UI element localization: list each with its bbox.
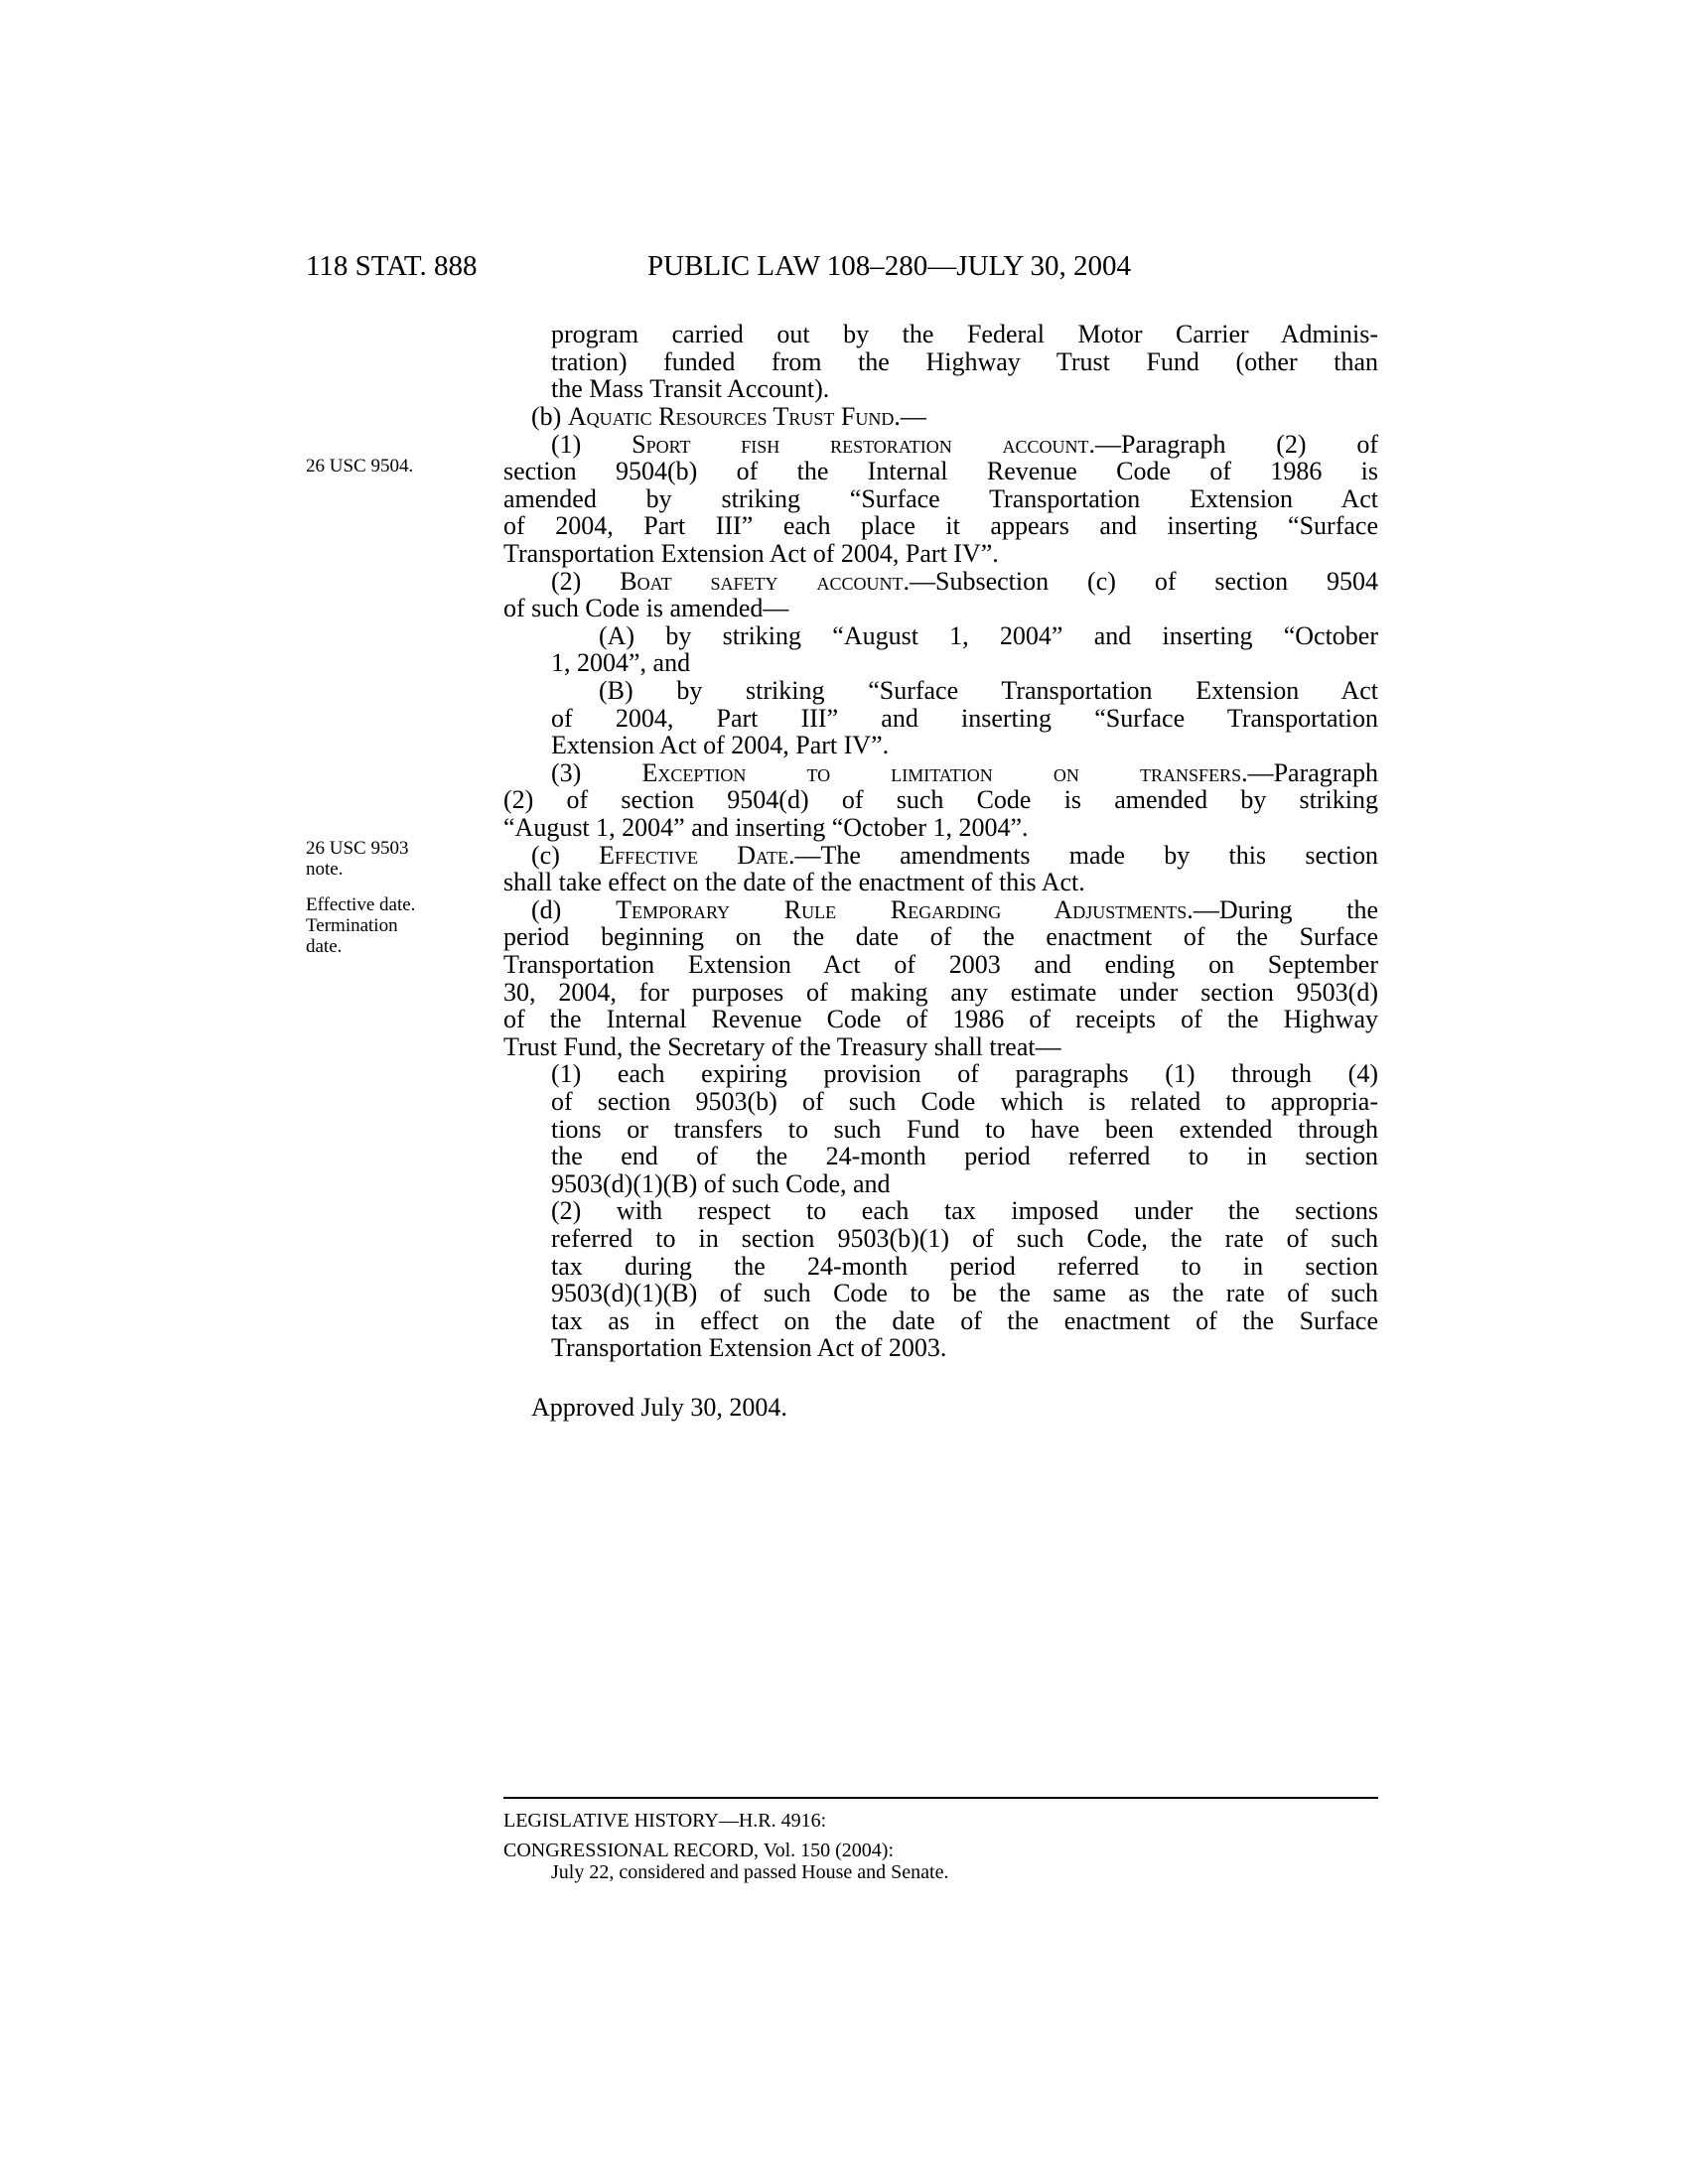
body-line: (2) with respect to each tax imposed under the sections <box>551 1196 1378 1225</box>
body-line: of 2004, Part III” and inserting “Surface Transportation <box>551 704 1378 733</box>
body-line: tax as in effect on the date of the enactment of the Surface <box>551 1306 1378 1335</box>
stat-page-number: 118 STAT. 888 <box>306 250 478 282</box>
body-line: 30, 2004, for purposes of making any estimate under section 9503(d) <box>503 978 1378 1007</box>
body-line: Extension Act of 2004, Part IV”. <box>551 731 890 759</box>
body-line: of 2004, Part III” each place it appears and inserting “Surface <box>503 511 1378 540</box>
body-line: Transportation Extension Act of 2003. <box>551 1333 947 1362</box>
body-line: Transportation Extension Act of 2004, Part IV”. <box>503 539 999 568</box>
body-line: (B) by striking “Surface Transportation Extension Act <box>599 676 1378 705</box>
margin-note-usc-9503: 26 USC 9503 note. <box>306 838 409 880</box>
body-line: (1) each expiring provision of paragraphs (1) through (4) <box>551 1059 1378 1088</box>
congressional-record-line: CONGRESSIONAL RECORD, Vol. 150 (2004): <box>503 1840 894 1861</box>
margin-note-usc-9504: 26 USC 9504. <box>306 456 414 477</box>
page-title: PUBLIC LAW 108–280—JULY 30, 2004 <box>647 250 1131 282</box>
subsection-b-heading: (b) Aquatic Resources Trust Fund.— <box>531 402 926 431</box>
body-line: of the Internal Revenue Code of 1986 of receipts of the Highway <box>503 1005 1378 1033</box>
footer-divider <box>503 1797 1378 1799</box>
legislative-history-heading: LEGISLATIVE HISTORY—H.R. 4916: <box>503 1810 827 1832</box>
body-line: (A) by striking “August 1, 2004” and inserting “October <box>599 621 1378 650</box>
paragraph-b1-heading: (1) Sport fish restoration account.—Paragraph (2) of <box>551 430 1378 459</box>
body-line: (2) of section 9504(d) of such Code is amended by striking <box>503 785 1378 814</box>
body-line: Trust Fund, the Secretary of the Treasury shall treat— <box>503 1032 1061 1061</box>
body-line: 9503(d)(1)(B) of such Code to be the same as the rate of such <box>551 1279 1378 1307</box>
body-line: of such Code is amended— <box>503 594 789 622</box>
approval-date: Approved July 30, 2004. <box>531 1393 787 1422</box>
body-line: tax during the 24-month period referred to in section <box>551 1252 1378 1281</box>
body-line: “August 1, 2004” and inserting “October 1, 2004”. <box>503 813 1029 842</box>
body-line: 1, 2004”, and <box>551 648 691 677</box>
body-line: 9503(d)(1)(B) of such Code, and <box>551 1169 891 1198</box>
body-line: amended by striking “Surface Transportation Extension Act <box>503 484 1378 513</box>
body-line: tration) funded from the Highway Trust Fund (other than <box>551 347 1378 376</box>
body-line: the end of the 24-month period referred to in section <box>551 1142 1378 1170</box>
subsection-c-heading: (c) Effective Date.—The amendments made by this section <box>531 841 1378 870</box>
paragraph-b2-heading: (2) Boat safety account.—Subsection (c) of section 9504 <box>551 567 1379 596</box>
paragraph-b3-heading: (3) Exception to limitation on transfers.—Paragraph <box>551 758 1378 787</box>
body-line: program carried out by the Federal Motor Carrier Adminis- <box>551 320 1378 348</box>
body-line: shall take effect on the date of the enactment of this Act. <box>503 868 1085 896</box>
margin-note-effective-date: Effective date. Termination date. <box>306 894 416 957</box>
legislative-action-line: July 22, considered and passed House and Senate. <box>551 1861 949 1883</box>
body-line: referred to in section 9503(b)(1) of such Code, the rate of such <box>551 1224 1378 1253</box>
body-line: the Mass Transit Account). <box>551 374 830 403</box>
subsection-d-heading: (d) Temporary Rule Regarding Adjustments.—During the <box>531 895 1378 924</box>
body-line: period beginning on the date of the enactment of the Surface <box>503 922 1378 951</box>
body-line: section 9504(b) of the Internal Revenue Code of 1986 is <box>503 457 1378 485</box>
body-line: Transportation Extension Act of 2003 and ending on September <box>503 950 1378 979</box>
body-line: tions or transfers to such Fund to have been extended through <box>551 1115 1378 1144</box>
body-line: of section 9503(b) of such Code which is related to appropria- <box>551 1087 1378 1116</box>
